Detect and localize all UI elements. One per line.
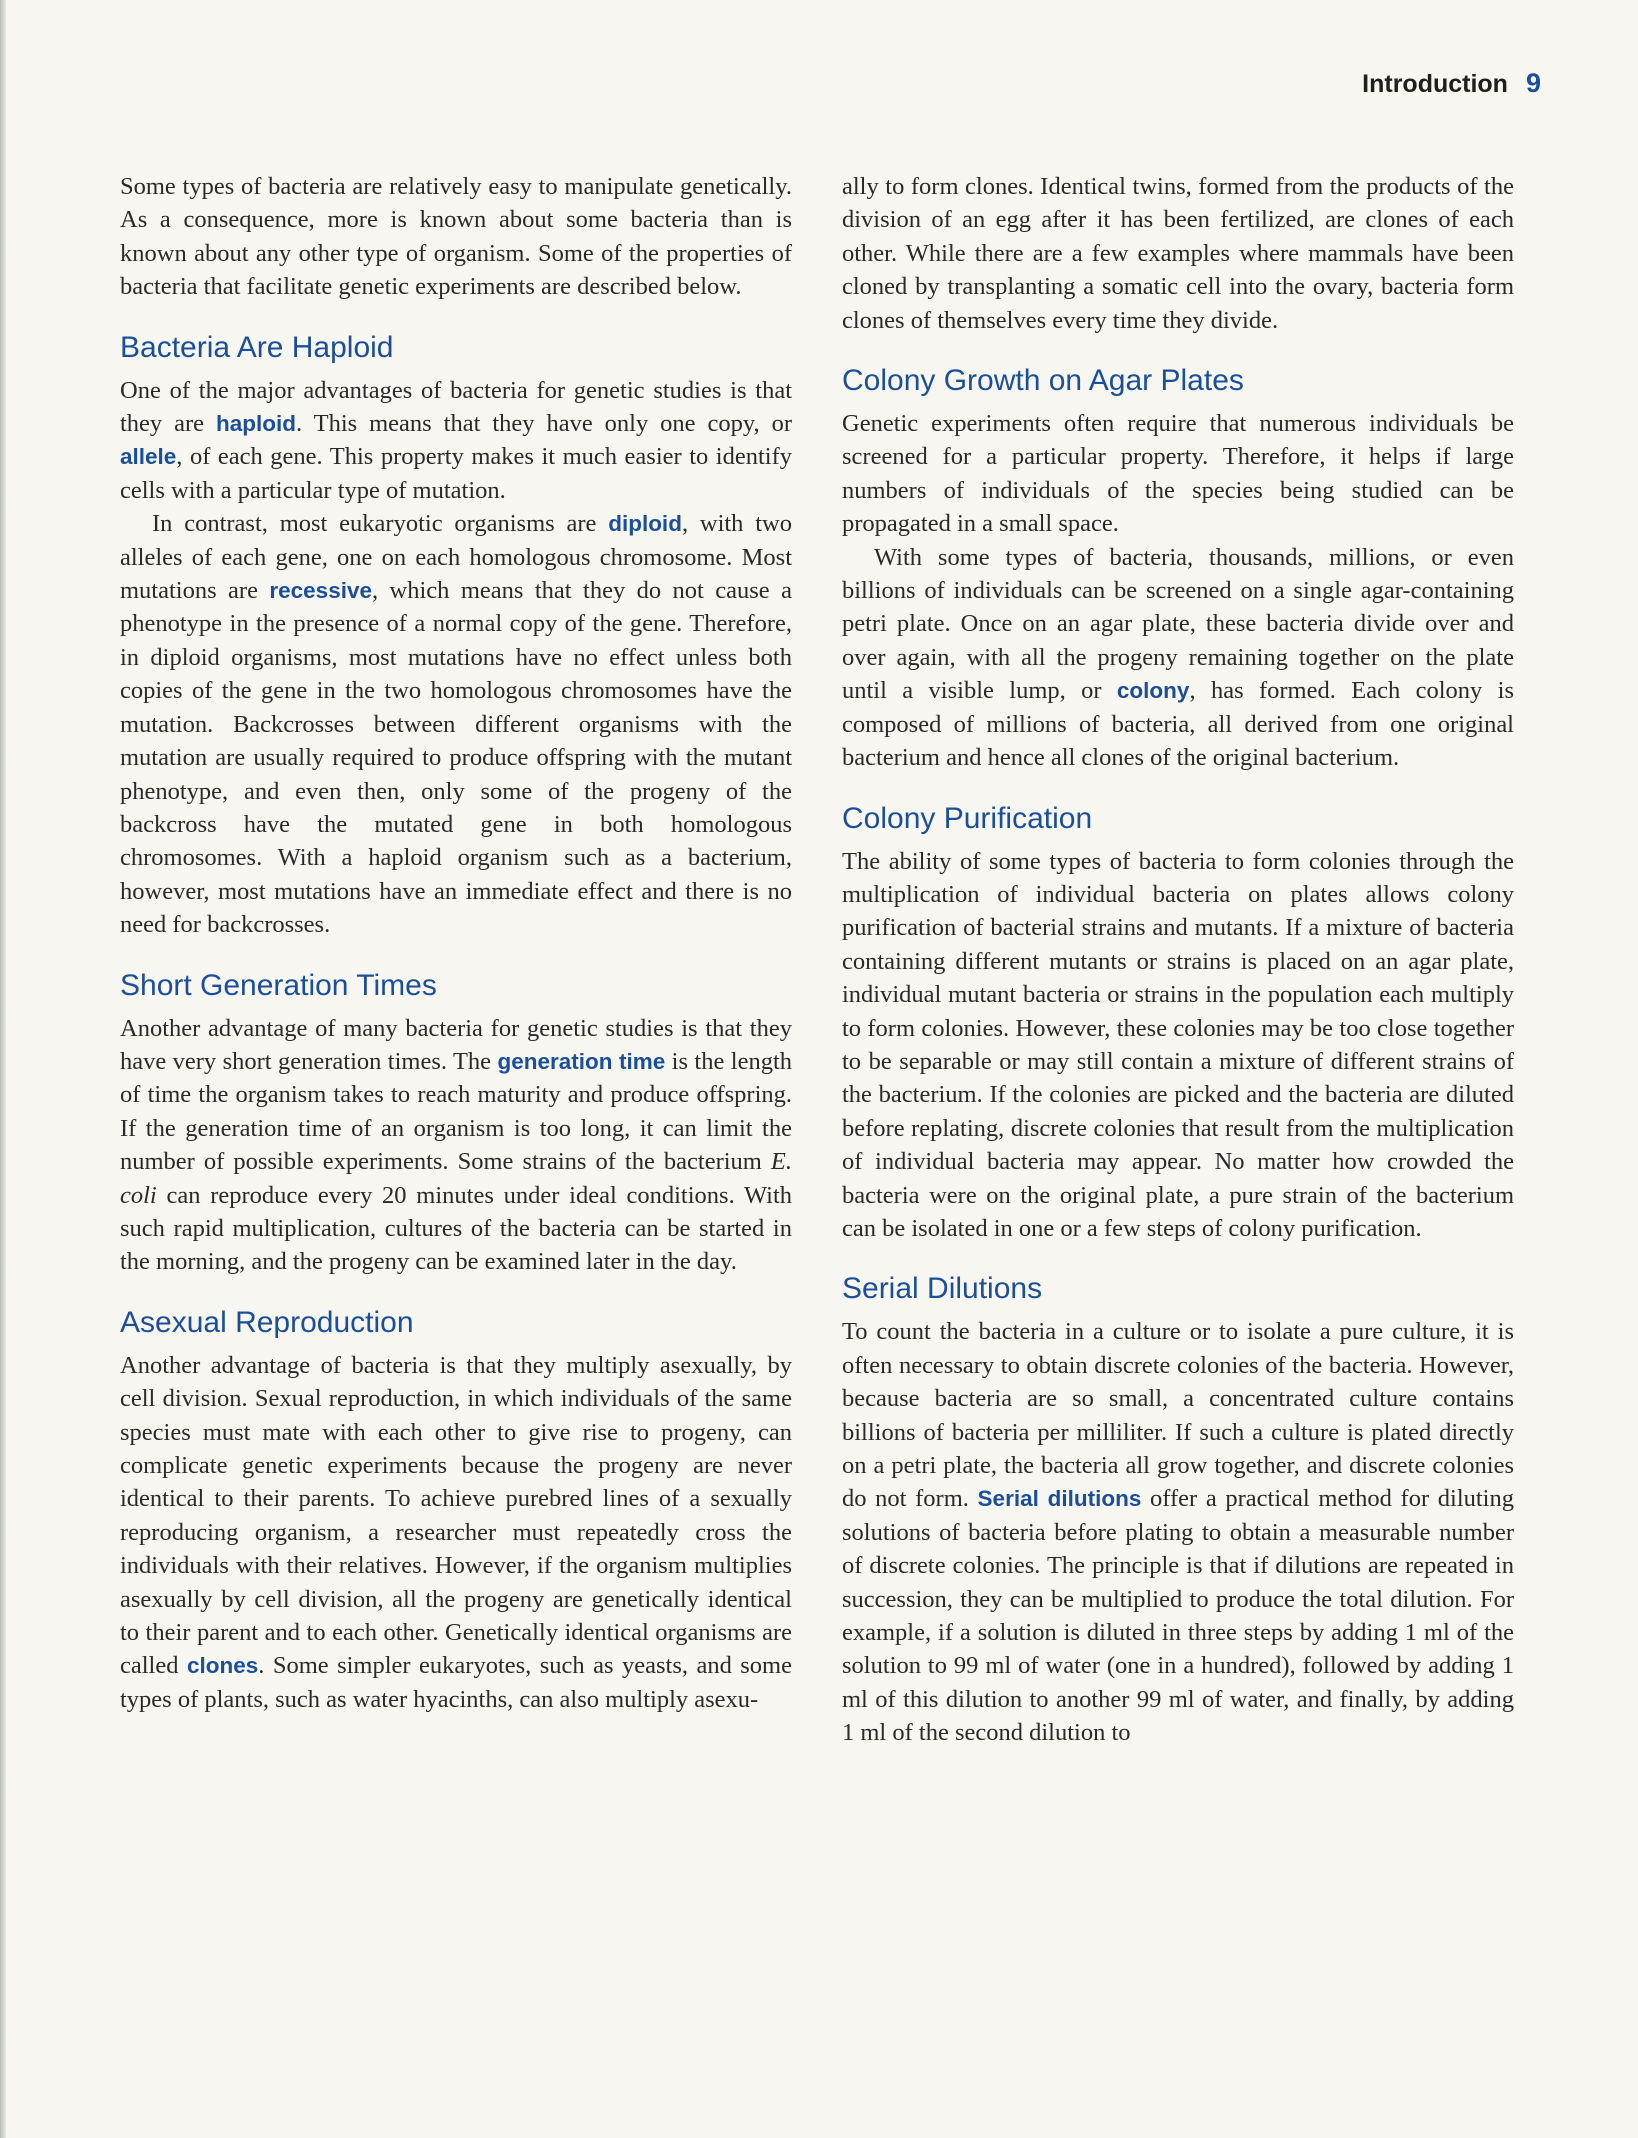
heading-bacteria-are-haploid: Bacteria Are Haploid xyxy=(120,330,394,364)
term-allele: allele xyxy=(120,444,177,470)
term-clones: clones xyxy=(186,1653,259,1679)
term-haploid: haploid xyxy=(215,411,296,437)
paragraph-colony-1: Genetic experiments often require that numerous individuals be screened for a particular property. Therefore, it helps if large numbers of individuals of the species being studied can be propagated in a small space. xyxy=(842,410,1514,538)
paragraph-purification: The ability of some types of bacteria to form colonies through the multiplication of individual bacteria on plates allows colony purification of bacterial strains and mutants. If a mixture of bacteria containing different mutants or strains is placed on an agar plate, individual mutant bacteria or strains in the population each multiply to form colonies. However, these colonies may be too close together to be separable or may still contain a mixture of different strains of the bacterium. If the colonies are picked and the bacteria are diluted before replating, discrete colonies that result from the multiplication of individual bacteria may appear. No matter how crowded the bacteria were on the original plate, a pure strain of the bacterium can be isolated in one or a few steps of colony purification. xyxy=(842,847,1514,1242)
species-name: E. coli xyxy=(120,1148,792,1209)
heading-colony-purification: Colony Purification xyxy=(842,801,1093,835)
paragraph-generation: Another advantage of many bacteria for genetic studies is that they have very short generation times. The generation time is the length of time the organism takes to reach maturity and produce offspring. If the generation time of an organism is too long, it can limit the number of possible experiments. Some strains of the bacterium E. coli can reproduce every 20 minutes under ideal conditions. With such rapid multiplication, cultures of the bacteria can be started in the morning, and the progeny can be examined later in the day. xyxy=(120,1014,793,1276)
intro-paragraph: Some types of bacteria are relatively easy to manipulate genetically. As a consequence, more is known about some bacteria than is known about any other type of organism. Some of the properties of bacteria that facilitate genetic experiments are described below. xyxy=(120,173,792,301)
paragraph-haploid-1: One of the major advantages of bacteria for genetic studies is that they are haploid. This means that they have only one copy, or allele, of each gene. This property makes it much easier to identify cells with a particular type of mutation. xyxy=(120,376,792,504)
scan-edge xyxy=(0,0,6,2138)
paragraph-continued: ally to form clones. Identical twins, formed from the products of the division of an egg after it has been fertilized, are clones of each other. While there are a few examples where mammals have been cloned by transplanting a somatic cell into the ovary, bacteria form clones of themselves every time they divide. xyxy=(842,173,1514,334)
page-number: 9 xyxy=(1525,68,1541,98)
paragraph-asexual: Another advantage of bacteria is that they multiply asexually, by cell division. Sexual reproduction, in which individuals of the same species must mate with each other to give rise to progeny, can complicate genetic experiments because the progeny are never identical to their parents. To achieve purebred lines of a sexually reproducing organism, a researcher must repeatedly cross the individuals with their relatives. However, if the organism multiplies asexually by cell division, all the progeny are genetically identical to their parent and to each other. Genetically identical organisms are called clones. Some simpler eukaryotes, such as yeasts, and some types of plants, such as water hyacinths, can also multiply asexu- xyxy=(120,1351,792,1713)
term-serial-dilutions: Serial dilutions xyxy=(977,1486,1142,1512)
term-diploid: diploid xyxy=(608,511,682,537)
right-column xyxy=(842,170,1514,1750)
paragraph-haploid-2: In contrast, most eukaryotic organisms are diploid, with two alleles of each gene, one on each homologous chromosome. Most mutations are recessive, which means that they do not cause a phenotype in the presence of a normal copy of the gene. Therefore, in diploid organisms, most mutations have no effect unless both copies of the gene in the two homologous chromosomes have the mutation. Backcrosses between different organisms with the mutation are usually required to produce offspring with the mutant phenotype, and even then, only some of the progeny of the backcross have the mutated gene in both homologous chromosomes. With a haploid organism such as a bacterium, however, most mutations have an immediate effect and there is no need for backcrosses. xyxy=(120,510,792,939)
heading-asexual-reproduction: Asexual Reproduction xyxy=(120,1305,414,1339)
term-generation-time: generation time xyxy=(497,1048,666,1074)
section-title: Introduction xyxy=(1362,70,1508,98)
heading-colony-growth: Colony Growth on Agar Plates xyxy=(842,364,1244,398)
heading-serial-dilutions: Serial Dilutions xyxy=(842,1272,1043,1306)
term-colony: colony xyxy=(1116,678,1190,704)
term-recessive: recessive xyxy=(269,578,372,604)
paragraph-colony-2: With some types of bacteria, thousands, millions, or even billions of individuals can be screened on a single agar-containing petri plate. Once on an agar plate, these bacteria divide over and over again, with all the progeny remaining together on the plate until a visible lump, or colony, has formed. Each colony is composed of millions of bacteria, all derived from one original bacterium and hence all clones of the original bacterium. xyxy=(842,543,1514,772)
running-header xyxy=(1362,68,1541,99)
left-column xyxy=(120,170,792,1716)
paragraph-dilutions: To count the bacteria in a culture or to isolate a pure culture, it is often necessary to obtain discrete colonies of the bacteria. However, because bacteria are so small, a concentrated culture contains billions of bacteria per milliliter. If such a culture is plated directly on a petri plate, the bacteria all grow together, and discrete colonies do not form. Serial dilutions offer a practical method for diluting solutions of bacteria before plating to obtain a measurable number of discrete colonies. The principle is that if dilutions are repeated in succession, they can be multiplied to produce the total dilution. For example, if a solution is diluted in three steps by adding 1 ml of the solution to 99 ml of water (one in a hundred), followed by adding 1 ml of this dilution to another 99 ml of water, and finally, by adding 1 ml of the second dilution to xyxy=(842,1318,1514,1747)
heading-short-generation-times: Short Generation Times xyxy=(120,968,437,1002)
